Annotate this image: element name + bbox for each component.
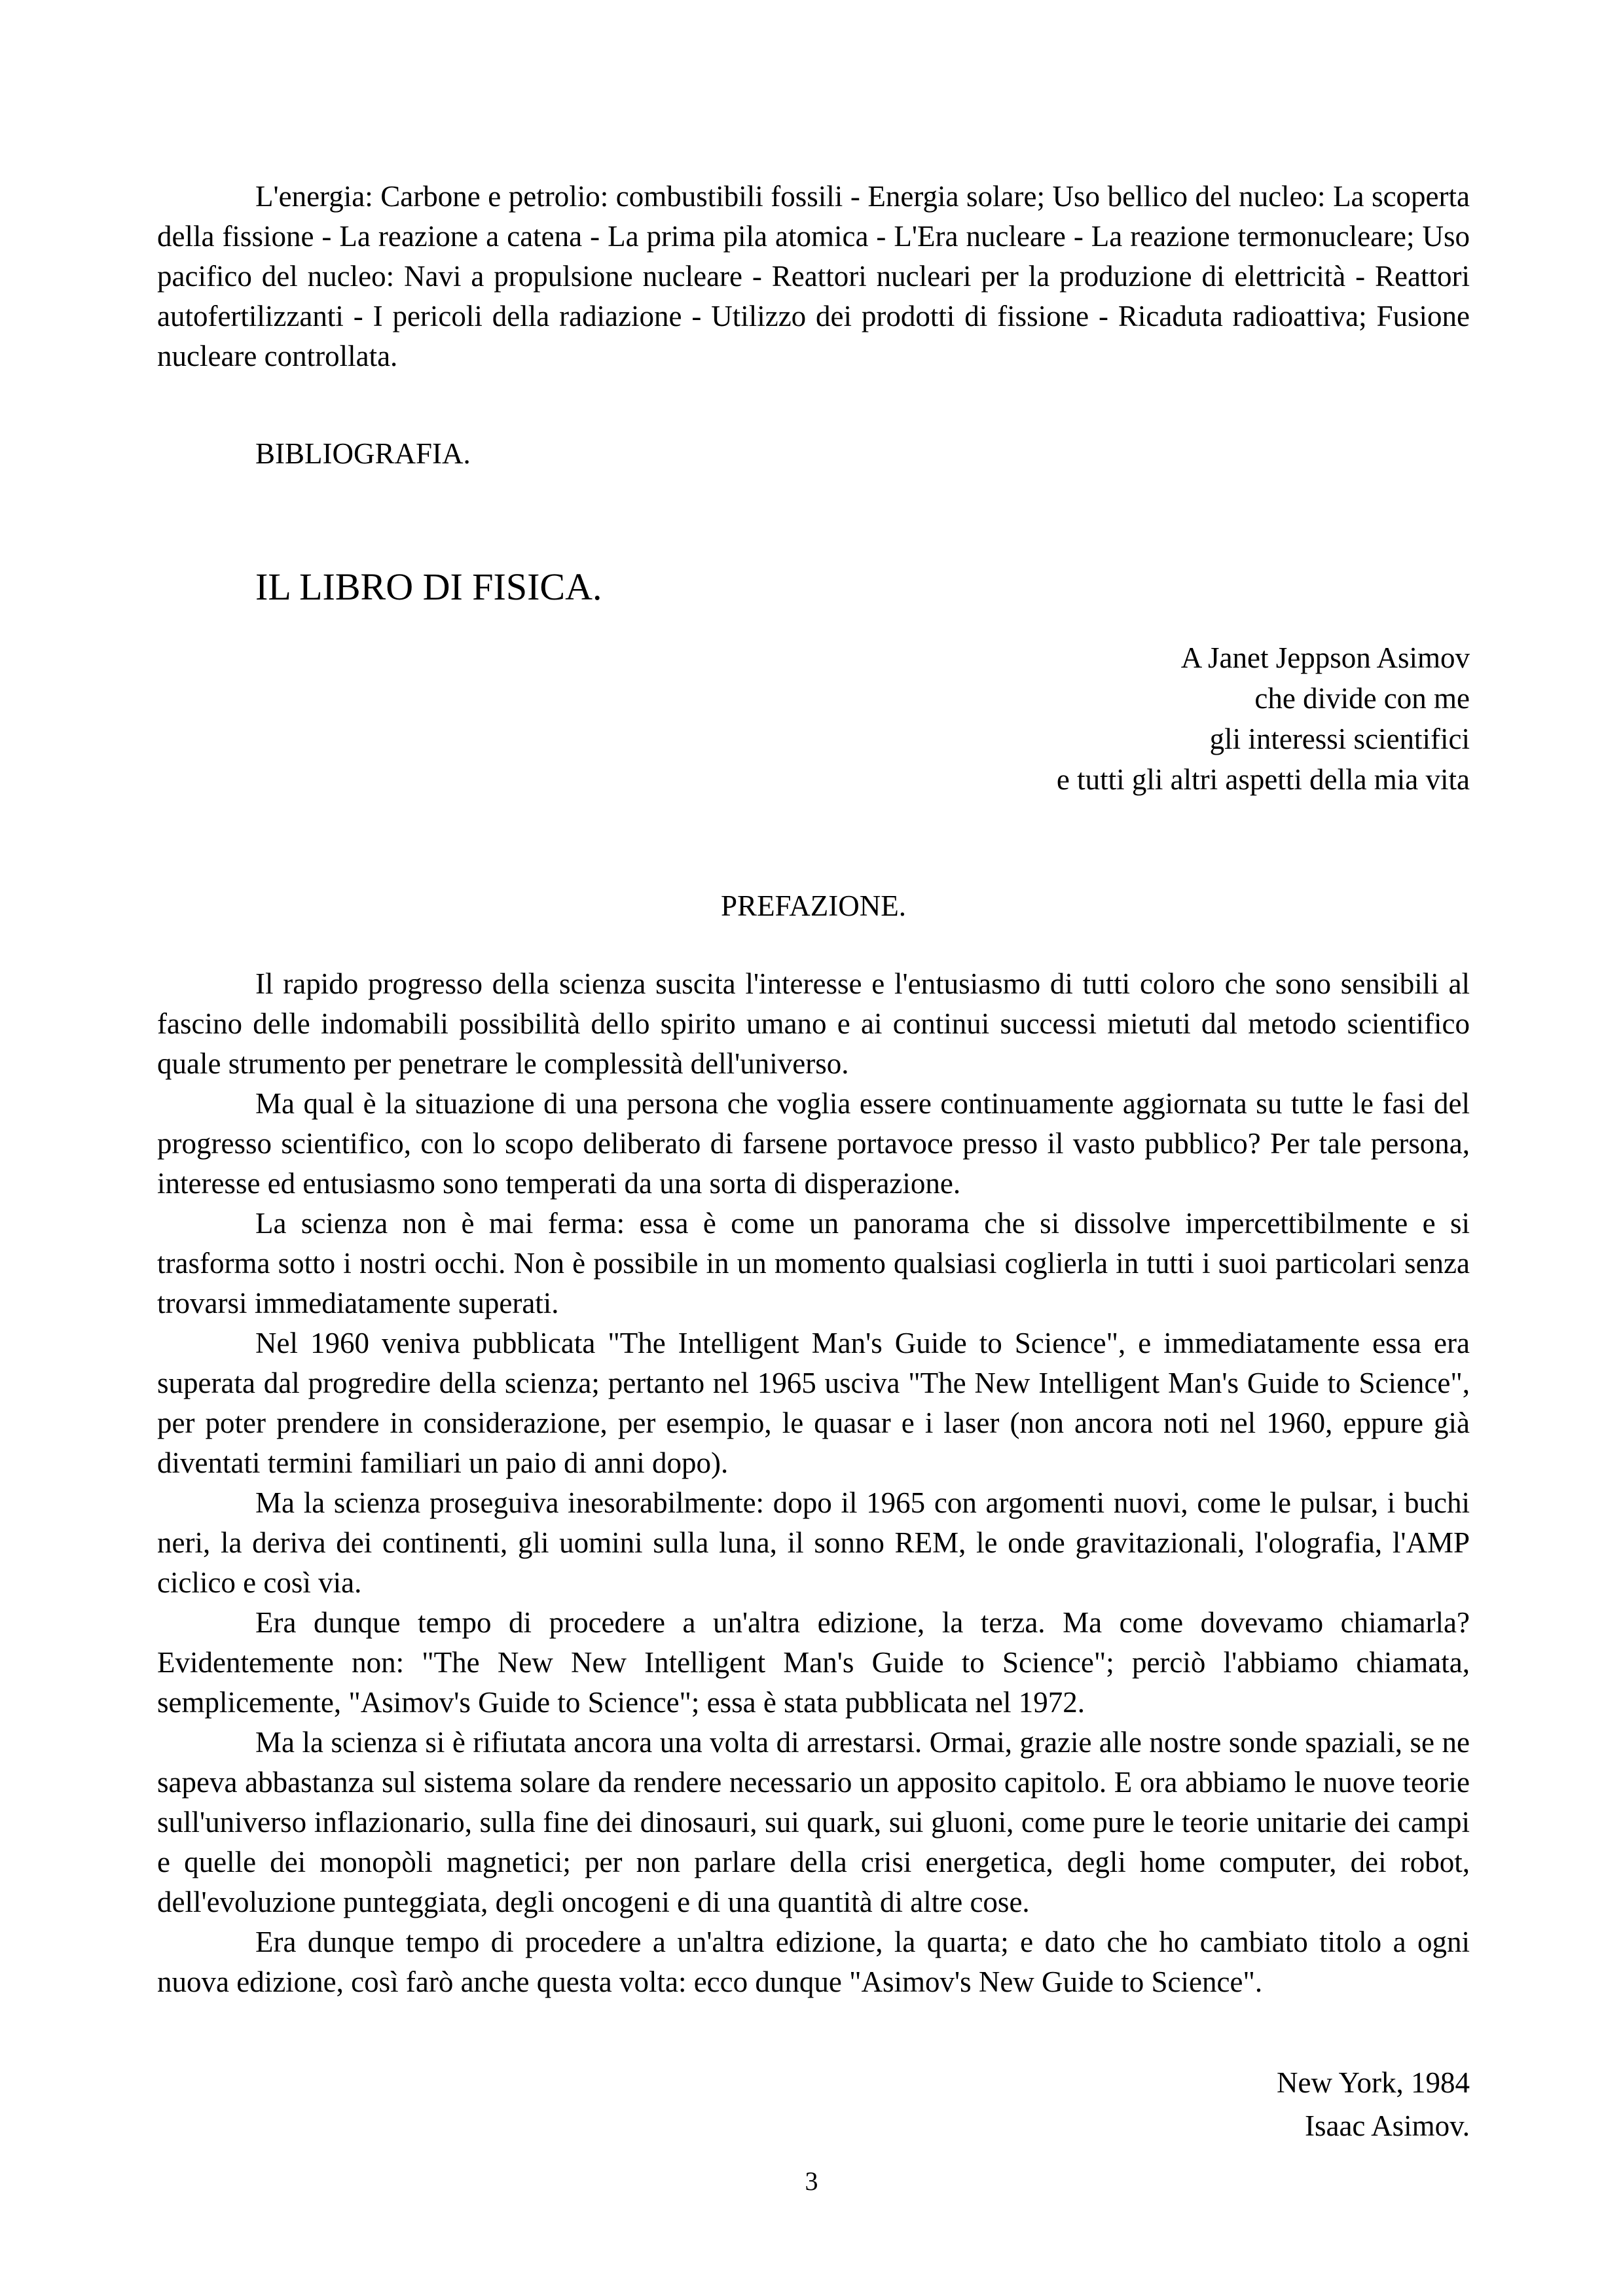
bibliography-label: BIBLIOGRAFIA. [255,437,471,470]
place-date: New York, 1984 [1276,2066,1470,2099]
preface-paragraph: Ma qual è la situazione di una persona che voglia essere continuamente aggiornata su tutte le fasi del progresso scientifico, con lo scopo deliberato di farsene portavoce presso il vasto pubblico? Per tale persona, interesse ed entusiasmo sono temperati da una sorta di disperazione. [157,1087,1470,1200]
dedication-line: e tutti gli altri aspetti della mia vita [1056,763,1470,796]
dedication [157,637,1470,800]
preface-paragraph: La scienza non è mai ferma: essa è come un panorama che si dissolve impercettibilmente e si trasforma sotto i nostri occhi. Non è possibile in un momento qualsiasi coglierla in tutti i suoi particolari senza trovarsi immediatamente superati. [157,1207,1470,1319]
preface-paragraph: Era dunque tempo di procedere a un'altra edizione, la quarta; e dato che ho cambiato titolo a ogni nuova edizione, così farò anche questa volta: ecco dunque "Asimov's New Guide to Science". [157,1926,1470,1998]
preface-paragraph: Ma la scienza proseguiva inesorabilmente: dopo il 1965 con argomenti nuovi, come le pulsar, i buchi neri, la deriva dei continenti, gli uomini sulla luna, il sonno REM, le onde gravitazionali, l'olografia, l'AMP ciclico e così via. [157,1486,1470,1599]
preface-paragraph: Il rapido progresso della scienza suscita l'interesse e l'entusiasmo di tutti coloro che sono sensibili al fascino delle indomabili possibilità dello spirito umano e ai continui successi mietuti dal metodo scientifico quale strumento per penetrare le complessità dell'universo. [157,967,1470,1080]
dedication-line: A Janet Jeppson Asimov [1180,641,1470,674]
preface-paragraph: Ma la scienza si è rifiutata ancora una volta di arrestarsi. Ormai, grazie alle nostre sonde spaziali, se ne sapeva abbastanza sul sistema solare da rendere necessario un apposito capitolo. E ora abbiamo le nuove teorie sull'universo inflazionario, sulla fine dei dinosauri, sui quark, sui gluoni, come pure le teorie unitarie dei campi e quelle dei monopòli magnetici; per non parlare della crisi energetica, degli home computer, dei robot, dell'evoluzione punteggiata, degli oncogeni e di una quantità di altre cose. [157,1726,1470,1918]
dedication-line: che divide con me [1254,682,1470,715]
dedication-line: gli interessi scientifici [1209,723,1470,755]
author-name: Isaac Asimov. [1304,2109,1470,2142]
page-number: 3 [805,2166,818,2196]
page-content [157,177,1470,2147]
preface-body [157,964,1470,2002]
book-title: IL LIBRO DI FISICA. [255,565,602,608]
preface-paragraph: Era dunque tempo di procedere a un'altra edizione, la terza. Ma come dovevamo chiamarla? Evidentemente non: "The New New Intelligent Man's Guide to Science"; perciò l'abbiamo chiamata, semplicemente, "Asimov's Guide to Science"; essa è stata pubblicata nel 1972. [157,1606,1470,1719]
preface-heading: PREFAZIONE. [721,889,906,922]
preface-paragraph: Nel 1960 veniva pubblicata "The Intelligent Man's Guide to Science", e immediatamente essa era superata dal progredire della scienza; pertanto nel 1965 usciva "The New Intelligent Man's Guide to Science", per poter prendere in considerazione, per esempio, le quasar e i laser (non ancora noti nel 1960, eppure già diventati termini familiari un paio di anni dopo). [157,1327,1470,1479]
contents-continuation: L'energia: Carbone e petrolio: combustibili fossili - Energia solare; Uso bellico del nucleo: La scoperta della fissione - La reazione a catena - La prima pila atomica - L'Era nucleare - La reazione termonucleare; Uso pacifico del nucleo: Navi a propulsione nucleare - Reattori nucleari per la produzione di elettricità - Reattori autofertilizzanti - I pericoli della radiazione - Utilizzo dei prodotti di fissione - Ricaduta radioattiva; Fusione nucleare controllata. [157,180,1470,372]
signature-block [157,2061,1470,2147]
